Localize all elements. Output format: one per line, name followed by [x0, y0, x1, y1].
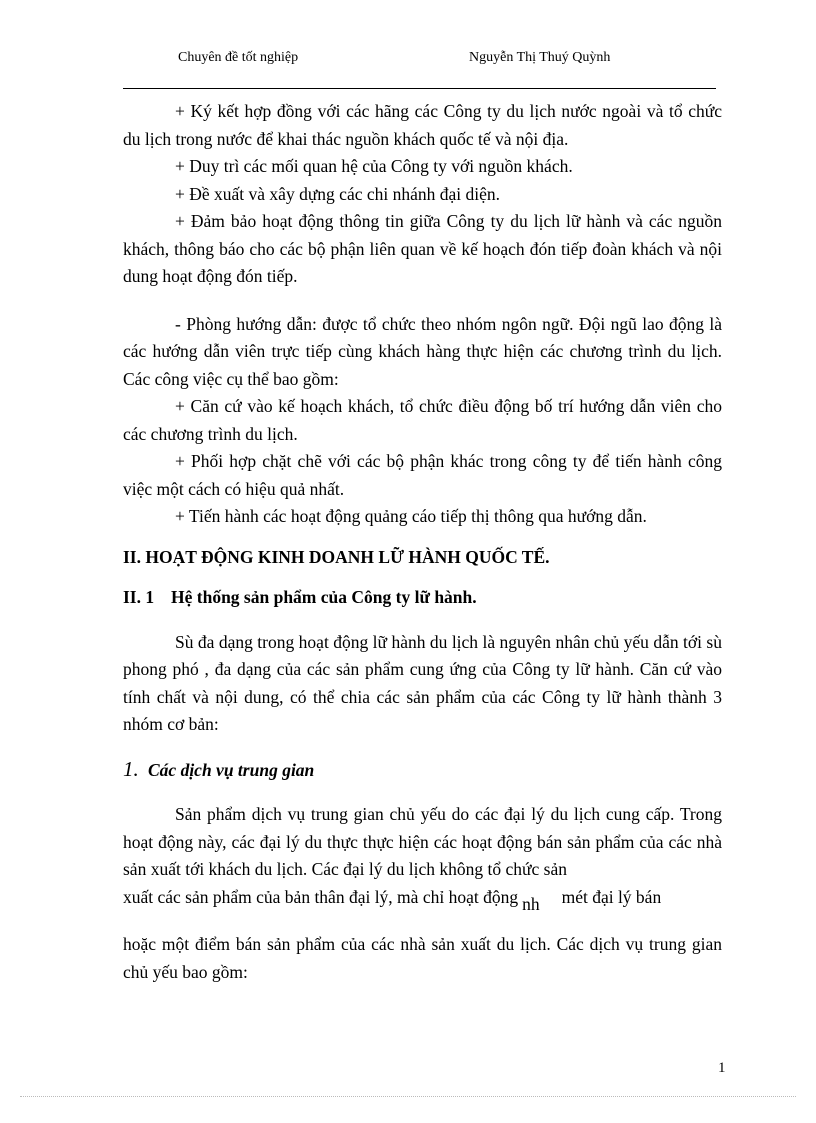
subsection-heading	[123, 584, 722, 612]
paragraph-8: + Tiến hành các hoạt động quảng cáo tiếp thị thông qua hướng dẫn.	[175, 506, 647, 526]
paragraph-6: + Căn cứ vào kế hoạch khách, tổ chức điều động bố trí hướng dẫn viên cho các chương trình du lịch.	[123, 396, 722, 444]
stray-fragment: nh	[522, 893, 540, 914]
header-thesis-title: Chuyên đề tốt nghiệp	[178, 50, 299, 65]
section-heading: II. HOẠT ĐỘNG KINH DOANH LỮ HÀNH QUỐC TẾ.	[123, 546, 550, 567]
item-title: Các dịch vụ trung gian	[148, 759, 315, 780]
page-break-line	[20, 1096, 796, 1097]
page-number: 1	[718, 1060, 726, 1076]
subsection-title: Hệ thống sản phẩm của Công ty lữ hành.	[171, 587, 477, 607]
paragraph-2: + Duy trì các mối quan hệ của Công ty với nguồn khách.	[175, 156, 573, 176]
paragraph-11: hoặc một điểm bán sản phẩm của các nhà sản xuất du lịch. Các dịch vụ trung gian chủ yếu bao gồm:	[123, 934, 722, 982]
paragraph-10-last-line-start: xuất các sản phẩm của bản thân đại lý, mà chỉ hoạt động	[123, 886, 519, 907]
paragraph-10: Sản phẩm dịch vụ trung gian chủ yếu do các đại lý du lịch cung cấp. Trong hoạt động này, các đại lý du thực thực hiện các hoạt động bán sản phẩm của các nhà sản xuất tới khách du lịch. Các đại lý du lịch không tổ chức sản	[123, 804, 722, 879]
paragraph-5: - Phòng hướng dẫn: được tổ chức theo nhóm ngôn ngữ. Đội ngũ lao động là các hướng dẫn viên trực tiếp cùng khách hàng thực hiện các chương trình du lịch. Các công việc cụ thể bao gồm:	[123, 313, 722, 389]
item-number: 1.	[123, 756, 139, 781]
paragraph-9: Sù đa dạng trong hoạt động lữ hành du lịch là nguyên nhân chủ yếu dẫn tới sù phong phó , đa dạng của các sản phẩm cung ứng của Công ty lữ hành. Căn cứ vào tính chất và nội dung, có thể chia các sản phẩm của các Công ty lữ hành thành 3 nhóm cơ bản:	[123, 631, 722, 734]
paragraph-1: + Ký kết hợp đồng với các hãng các Công ty du lịch nước ngoài và tổ chức du lịch trong nước để khai thác nguồn khách quốc tế và nội địa.	[123, 101, 722, 149]
page-body	[123, 98, 722, 986]
header-author-name: Nguyễn Thị Thuý Quỳnh	[469, 50, 611, 65]
subsection-number: II. 1	[123, 587, 155, 607]
paragraph-4: + Đảm bảo hoạt động thông tin giữa Công ty du lịch lữ hành và các nguồn khách, thông báo cho các bộ phận liên quan về kế hoạch đón tiếp đoàn khách và nội dung hoạt động đón tiếp.	[123, 211, 722, 286]
paragraph-7: + Phối hợp chặt chẽ với các bộ phận khác trong công ty để tiến hành công việc một cách có hiệu quả nhất.	[123, 451, 722, 499]
paragraph-3: + Đề xuất và xây dựng các chi nhánh đại diện.	[175, 183, 501, 204]
item-heading	[123, 756, 722, 785]
paragraph-10-last-line	[123, 884, 722, 912]
paragraph-10-last-line-end: mét đại lý bán	[561, 886, 662, 907]
header-divider	[123, 88, 716, 89]
